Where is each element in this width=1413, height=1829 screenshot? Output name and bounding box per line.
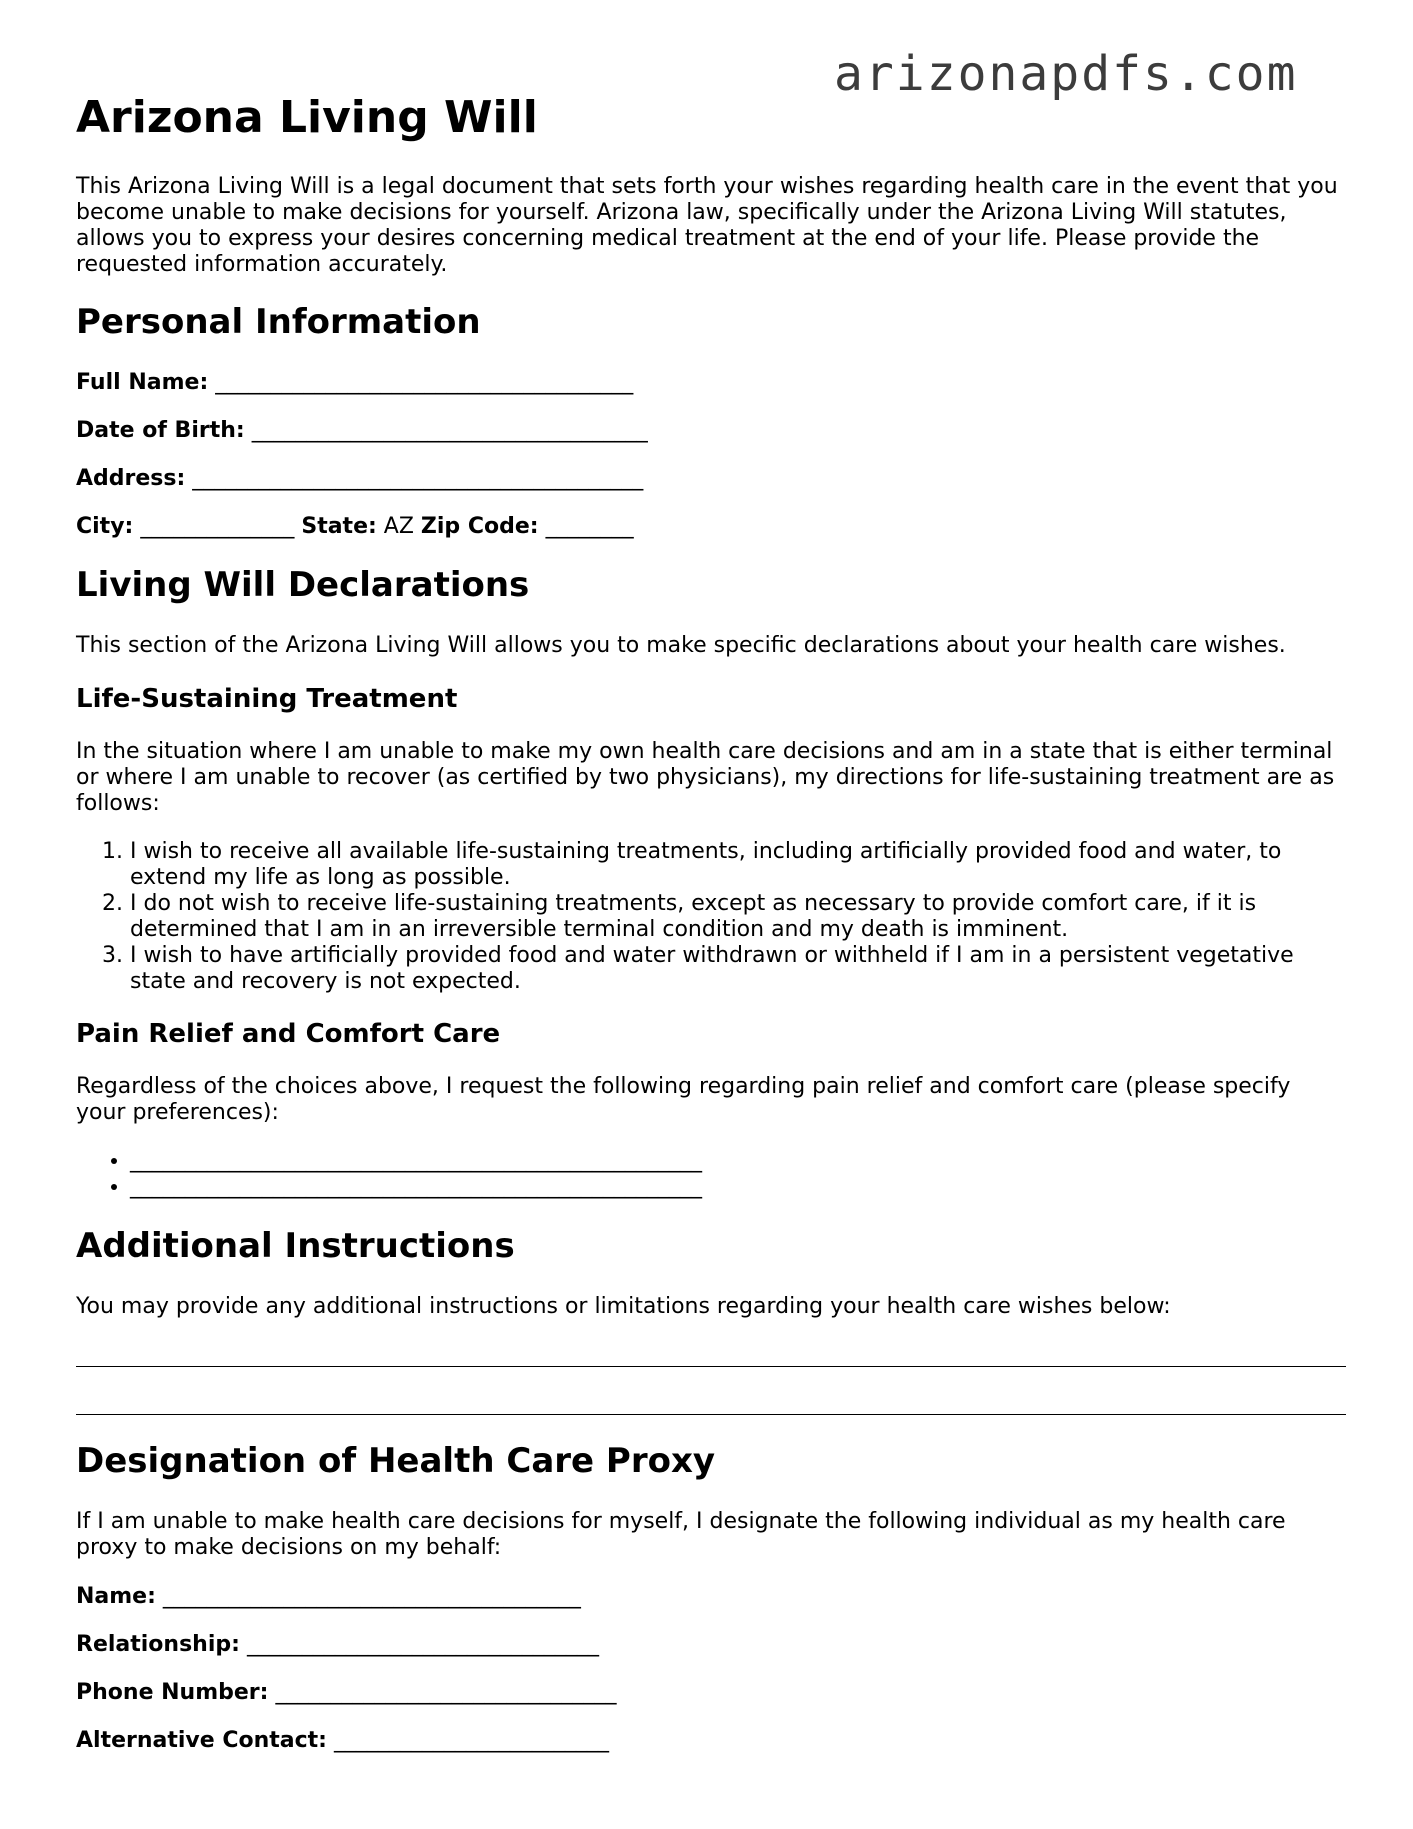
proxy-name-blank[interactable]: ______________________________________ (162, 1584, 581, 1609)
proxy-name-field[interactable] (76, 1584, 581, 1610)
document-title: Arizona Living Will (76, 92, 538, 143)
proxy-alt-contact-label: Alternative Contact: (76, 1728, 327, 1753)
dob-label: Date of Birth: (76, 418, 245, 443)
address-field[interactable] (76, 466, 643, 492)
city-blank[interactable]: ______________ (140, 514, 295, 539)
city-label: City: (76, 514, 134, 539)
zip-label: Zip Code: (420, 514, 539, 539)
watermark: arizonapdfs.com (834, 46, 1298, 102)
pain-relief-heading: Pain Relief and Comfort Care (76, 1019, 501, 1049)
treatment-options-list (76, 839, 1346, 995)
treatment-option-1: 1. I wish to receive all available life-sustaining treatments, including artificially provided food and water, to extend my life as long as possible. (130, 839, 1346, 891)
dob-blank[interactable]: ____________________________________ (251, 418, 648, 443)
declarations-heading: Living Will Declarations (76, 565, 530, 605)
state-label: State: (301, 514, 377, 539)
additional-text: You may provide any additional instructions or limitations regarding your health care wishes below: (76, 1294, 1171, 1319)
full-name-field[interactable] (76, 370, 633, 396)
proxy-text: If I am unable to make health care decisions for myself, I designate the following individual as my health care proxy to make decisions on my behalf: (76, 1509, 1286, 1560)
zip-blank[interactable]: ________ (545, 514, 634, 539)
intro-paragraph: This Arizona Living Will is a legal document that sets forth your wishes regarding health care in the event that you become unable to make decisions for yourself. Arizona law, specifically under the Arizona Living Will statutes, allows you to express your desires concerning medical treatment at the end of your life. Please provide the requested information accurately. (76, 174, 1338, 277)
proxy-phone-blank[interactable]: _______________________________ (275, 1680, 617, 1705)
proxy-name-label: Name: (76, 1584, 156, 1609)
proxy-relationship-blank[interactable]: ________________________________ (246, 1632, 599, 1657)
life-sustaining-text: In the situation where I am unable to make my own health care decisions and am in a state that is either terminal or where I am unable to recover (as certified by two physicians), my directions for life-sustaining treatment are as follows: (76, 739, 1335, 816)
proxy-alt-contact-field[interactable] (76, 1728, 609, 1754)
city-state-zip-row (76, 514, 634, 540)
proxy-relationship-field[interactable] (76, 1632, 599, 1658)
pain-relief-text: Regardless of the choices above, I request the following regarding pain relief and comfort care (please specify your preferences): (76, 1074, 1291, 1125)
additional-instructions-line-1[interactable] (76, 1366, 1346, 1367)
life-sustaining-heading: Life-Sustaining Treatment (76, 684, 458, 714)
proxy-relationship-label: Relationship: (76, 1632, 240, 1657)
dob-field[interactable] (76, 418, 648, 444)
pain-relief-blanks (76, 1148, 702, 1200)
proxy-alt-contact-blank[interactable]: _________________________ (333, 1728, 609, 1753)
full-name-blank[interactable]: ______________________________________ (215, 370, 634, 395)
proxy-phone-field[interactable] (76, 1680, 616, 1706)
declarations-text: This section of the Arizona Living Will allows you to make specific declarations about your health care wishes. (76, 633, 1286, 658)
treatment-option-2: 2. I do not wish to receive life-sustaining treatments, except as necessary to provide comfort care, if it is determined that I am in an irreversible terminal condition and my death is imminent. (130, 891, 1346, 943)
address-blank[interactable]: _________________________________________ (192, 466, 644, 491)
treatment-option-3: 3. I wish to have artificially provided food and water withdrawn or withheld if I am in a persistent vegetative state and recovery is not expected. (130, 943, 1346, 995)
additional-instructions-line-2[interactable] (76, 1414, 1346, 1415)
proxy-phone-label: Phone Number: (76, 1680, 269, 1705)
address-label: Address: (76, 466, 186, 491)
state-value: AZ (383, 514, 414, 539)
additional-heading: Additional Instructions (76, 1226, 515, 1266)
pain-relief-blank-2[interactable]: • ____________________________________________________ (130, 1174, 702, 1200)
proxy-heading: Designation of Health Care Proxy (76, 1441, 716, 1481)
personal-info-heading: Personal Information (76, 302, 481, 342)
full-name-label: Full Name: (76, 370, 209, 395)
pain-relief-blank-1[interactable]: • ____________________________________________________ (130, 1148, 702, 1174)
